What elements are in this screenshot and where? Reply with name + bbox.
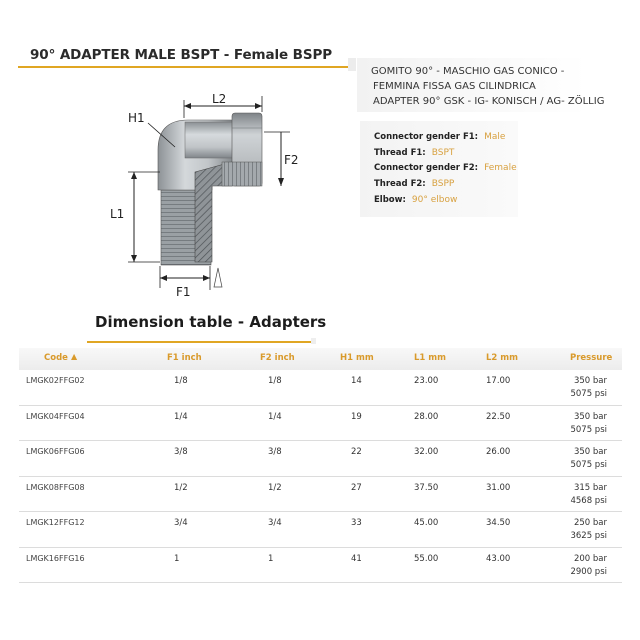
cell-l2: 17.00: [486, 376, 511, 386]
pressure-psi: 5075 psi: [570, 389, 607, 399]
table-row: [19, 548, 622, 584]
cell-f2: 3/8: [268, 447, 282, 457]
pressure-bar: 315 bar: [573, 482, 607, 493]
title-shadow: [348, 58, 356, 71]
col-header-l2[interactable]: L2 mm: [486, 353, 519, 363]
cell-code: LMGK02FFG02: [26, 376, 85, 385]
cell-f2: 3/4: [268, 518, 282, 528]
cell-f1: 1/8: [174, 376, 188, 386]
cell-l1: 55.00: [414, 553, 439, 564]
spec-row: [374, 177, 518, 193]
spec-value: BSPT: [431, 147, 455, 158]
cell-f1: 1/2: [174, 482, 188, 493]
specs-box: [360, 121, 518, 217]
page-title: 90° ADAPTER MALE BSPT - Female BSPP: [30, 47, 333, 63]
alt-name-german: ADAPTER 90° GSK - IG- KONISCH / AG- ZÖLLIG: [373, 96, 605, 107]
spec-row: [374, 130, 518, 146]
col-header-f1[interactable]: F1 inch: [167, 353, 202, 363]
col-header-l1[interactable]: L1 mm: [414, 353, 447, 363]
cell-code: LMGK12FFG12: [26, 518, 85, 527]
cell-l1: 37.50: [414, 482, 439, 493]
col-header-pressure[interactable]: Pressure: [570, 353, 613, 363]
spec-key: Thread F1:: [374, 147, 426, 158]
table-row: [19, 370, 622, 406]
cell-pressure: [570, 553, 607, 579]
cell-h1: 22: [351, 447, 362, 457]
cell-h1: 14: [351, 376, 362, 386]
dimension-table: [19, 348, 622, 583]
cell-l1: 28.00: [414, 411, 439, 422]
cell-f2: 1/2: [268, 482, 282, 493]
spec-value: BSPP: [431, 179, 455, 190]
alt-name-italian-2: FEMMINA FISSA GAS CILINDRICA: [373, 81, 536, 92]
table-row: [19, 406, 622, 442]
cell-h1: 41: [351, 553, 362, 564]
cell-code: LMGK04FFG04: [26, 411, 85, 421]
cell-l2: 31.00: [486, 482, 511, 493]
label-f1: F1: [176, 285, 191, 299]
spec-row: [374, 193, 518, 209]
pressure-psi: 4568 psi: [570, 495, 607, 506]
cell-f1: 3/4: [174, 518, 188, 528]
cell-pressure: [570, 446, 607, 472]
table-header: [19, 348, 622, 370]
spec-row: [374, 161, 518, 177]
cell-l2: 43.00: [486, 553, 511, 564]
cell-l2: 26.00: [486, 447, 511, 457]
pressure-bar: 350 bar: [573, 447, 607, 457]
cell-f1: 1/4: [174, 411, 188, 422]
cell-f2: 1: [268, 553, 274, 564]
cell-pressure: [570, 482, 607, 508]
cell-pressure: [570, 375, 607, 401]
col-header-h1[interactable]: H1 mm: [340, 353, 374, 363]
pressure-bar: 200 bar: [573, 553, 607, 564]
pressure-psi: 5075 psi: [570, 424, 607, 435]
cell-f2: 1/8: [268, 376, 282, 386]
dimension-heading-underline: [87, 335, 311, 343]
alternate-names-box: [357, 58, 613, 112]
label-l1: L1: [110, 207, 125, 221]
cell-pressure: [570, 411, 607, 437]
spec-value: Female: [484, 163, 517, 174]
cell-l2: 34.50: [486, 518, 511, 528]
spec-key: Connector gender F2:: [374, 163, 479, 174]
pressure-bar: 350 bar: [573, 411, 607, 422]
cell-h1: 19: [351, 411, 362, 422]
cell-f2: 1/4: [268, 411, 282, 422]
spec-value: 90° elbow: [411, 194, 458, 205]
pressure-bar: 350 bar: [573, 376, 607, 386]
cell-l1: 23.00: [414, 376, 439, 386]
pressure-bar: 250 bar: [573, 518, 607, 528]
cell-code: LMGK08FFG08: [26, 482, 85, 492]
cell-l2: 22.50: [486, 411, 511, 422]
cell-h1: 27: [351, 482, 362, 493]
cell-l1: 32.00: [414, 447, 439, 457]
label-h1: H1: [128, 111, 145, 125]
table-row: [19, 477, 622, 513]
pressure-psi: 2900 psi: [570, 566, 607, 577]
caret-up-icon: ▲: [70, 352, 78, 361]
col-header-f2[interactable]: F2 inch: [260, 353, 295, 363]
dimension-heading-shadow: [311, 338, 316, 344]
pressure-psi: 5075 psi: [570, 460, 607, 470]
pressure-psi: 3625 psi: [570, 531, 607, 541]
spec-key: Elbow:: [374, 194, 406, 205]
cell-h1: 33: [351, 518, 362, 528]
label-l2: L2: [212, 92, 227, 106]
spec-value: Male: [484, 132, 506, 142]
cell-f1: 1: [174, 553, 180, 564]
cell-f1: 3/8: [174, 447, 188, 457]
alt-name-italian-1: GOMITO 90° - MASCHIO GAS CONICO -: [371, 66, 565, 77]
cell-code: LMGK06FFG06: [26, 447, 85, 456]
cell-code: LMGK16FFG16: [26, 553, 85, 563]
spec-key: Connector gender F1:: [374, 132, 479, 142]
spec-key: Thread F2:: [374, 179, 426, 190]
table-row: [19, 441, 622, 477]
table-row: [19, 512, 622, 548]
cell-pressure: [570, 517, 607, 543]
label-f2: F2: [284, 153, 299, 167]
spec-row: [374, 146, 518, 162]
cell-l1: 45.00: [414, 518, 439, 528]
dimension-table-heading: Dimension table - Adapters: [95, 313, 327, 331]
col-header-code[interactable]: Code ▲: [44, 352, 78, 363]
